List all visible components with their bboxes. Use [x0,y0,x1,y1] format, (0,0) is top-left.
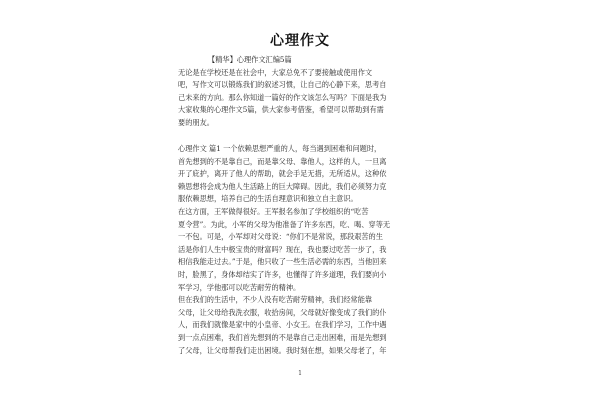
page-number: 1 [298,370,302,377]
body-line: 首先想到的不是靠自己，而是靠父母、靠他人，这样的人，一旦离 [178,156,387,166]
body-line: 服依赖思想，培养自己的生活自理意识和独立自主意识。 [178,194,358,204]
body-line: 时，脸黑了，身体却结实了许多，也懂得了许多道理，我们要向小 [178,269,387,279]
body-line: 到一点点困难，我们首先想到的不是靠自己走出困难，而是先想到 [178,332,387,342]
body-line: 军学习，学他那可以吃苦耐劳的精神。 [178,282,301,292]
body-line: 心理作文 篇1 一个依赖思想严重的人，每当遇到困难和问题时， [178,144,382,153]
document-title: 心理作文 [270,33,330,49]
body-line: 了父母，让父母帮我们走出困境。我时刻在想，如果父母老了，年 [178,345,387,355]
body-line: 开了庇护，离开了他人的帮助，就会手足无措，无所适从，这种依 [178,169,387,179]
body-line: 但在我们的生活中，不少人没有吃苦耐劳精神，我们经常能靠 [178,295,373,305]
body-line: 一不包。可是，小军却对父母说：“你们不是常说，那段艰苦的生 [178,232,383,242]
intro-line: 己未来的方向。那么你知道一篇好的作文该怎么写吗？下面是我为 [178,92,387,102]
body-line: 夏令营”。为此，小军的父母为他准备了许多东西，吃、喝、穿等无 [178,219,391,229]
body-line: 相信我能走过去。”于是，他只收了一些生活必需的东西，当他回来 [178,257,387,267]
intro-section [178,54,428,130]
body-line: 赖思想将会成为他人生活路上的巨大障碍。因此，我们必须努力克 [178,181,387,191]
intro-line: 吧，写作文可以锻炼我们的叙述习惯，让自己的心静下来，思考自 [178,80,387,90]
intro-line: 无论是在学校还是在社会中，大家总免不了要接触或使用作文 [178,67,373,77]
body-line: 人，而我们就像是家中的小皇帝、小女王。在我们学习，工作中遇 [178,320,387,330]
document-subtitle: 【精华】心理作文汇编5篇 [208,55,292,64]
body-line: 活是你们人生中极宝贵的财富吗？现在，我也要过吃苦一步了，我 [178,244,387,254]
body-line: 父母，让父母给我洗衣服，收拾房间，父母就好像变成了我们的仆 [178,307,387,317]
intro-line: 大家收集的心理作文5篇，供大家参考借鉴，希望可以帮助到有需 [178,105,384,115]
essay-body [178,143,428,357]
body-line: 在这方面，王军做得很好。王军报名参加了学校组织的“吃苦 [178,206,369,216]
intro-line: 要的朋友。 [178,117,214,127]
